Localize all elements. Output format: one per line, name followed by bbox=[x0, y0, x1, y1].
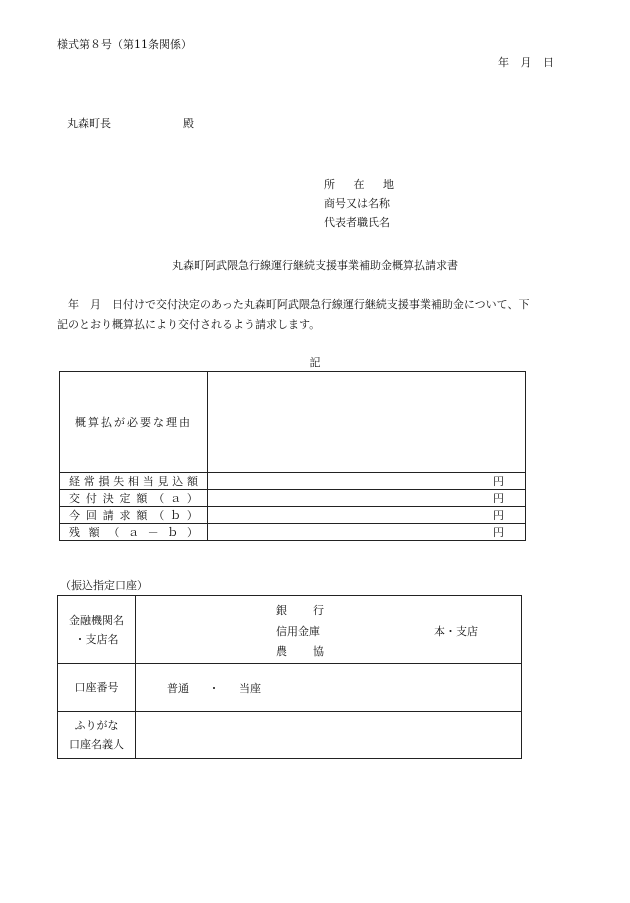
account-holder-label: ふりがな 口座名義人 bbox=[58, 712, 136, 759]
body-line-1: 年 月 日付けで交付決定のあった丸森町阿武隈急行線運行継続支援事業補助金について、下 bbox=[57, 298, 530, 311]
institution-field[interactable] bbox=[136, 596, 522, 664]
amount-field[interactable]: 円 bbox=[208, 473, 526, 490]
summary-row bbox=[60, 524, 526, 541]
reason-label: 概算払が必要な理由 bbox=[60, 372, 208, 473]
account-type-ordinary[interactable]: 普通 bbox=[167, 681, 189, 695]
summary-table bbox=[59, 371, 526, 541]
account-holder-field[interactable] bbox=[136, 712, 522, 759]
amount-field[interactable]: 円 bbox=[208, 490, 526, 507]
date-year-label: 年 bbox=[498, 56, 509, 69]
reason-field[interactable] bbox=[208, 372, 526, 473]
account-type-current[interactable]: 当座 bbox=[239, 681, 261, 695]
document-title: 丸森町阿武隈急行線運行継続支援事業補助金概算払請求書 bbox=[172, 259, 458, 272]
summary-row bbox=[60, 473, 526, 490]
date-placeholder bbox=[498, 54, 554, 70]
bank-table bbox=[57, 595, 522, 759]
row-label: 交 付 決 定 額 （ ａ ） bbox=[60, 490, 208, 507]
bank-type: 銀 行 bbox=[276, 604, 324, 617]
company-label: 商号又は名称 bbox=[324, 197, 390, 210]
addressee-name: 丸森町長 bbox=[67, 117, 111, 130]
bank-heading: （振込指定口座） bbox=[60, 579, 148, 592]
branch-label: 本・支店 bbox=[434, 625, 478, 638]
row-label: 残 額 （ ａ － ｂ ） bbox=[60, 524, 208, 541]
agri-coop-type: 農 協 bbox=[276, 645, 324, 658]
account-type-field[interactable] bbox=[136, 664, 522, 712]
address-label: 所 在 地 bbox=[324, 178, 394, 191]
account-number-label: 口座番号 bbox=[58, 664, 136, 712]
row-label: 経 常 損 失 相 当 見 込 額 bbox=[60, 473, 208, 490]
summary-row bbox=[60, 490, 526, 507]
account-type-separator: ・ bbox=[208, 681, 220, 695]
body-line-2: 記のとおり概算払により交付されるよう請求します。 bbox=[57, 318, 321, 331]
ki-label: 記 bbox=[309, 356, 321, 369]
addressee-honorific: 殿 bbox=[183, 117, 194, 130]
form-number: 様式第８号（第11条関係） bbox=[57, 38, 192, 51]
summary-row bbox=[60, 507, 526, 524]
row-label: 今 回 請 求 額 （ ｂ ） bbox=[60, 507, 208, 524]
credit-union-type: 信用金庫 bbox=[276, 625, 320, 638]
representative-label: 代表者職氏名 bbox=[324, 216, 390, 229]
institution-label: 金融機関名 ・支店名 bbox=[58, 596, 136, 664]
amount-field[interactable]: 円 bbox=[208, 507, 526, 524]
date-day-label: 日 bbox=[543, 56, 554, 69]
amount-field[interactable]: 円 bbox=[208, 524, 526, 541]
date-month-label: 月 bbox=[520, 56, 532, 69]
